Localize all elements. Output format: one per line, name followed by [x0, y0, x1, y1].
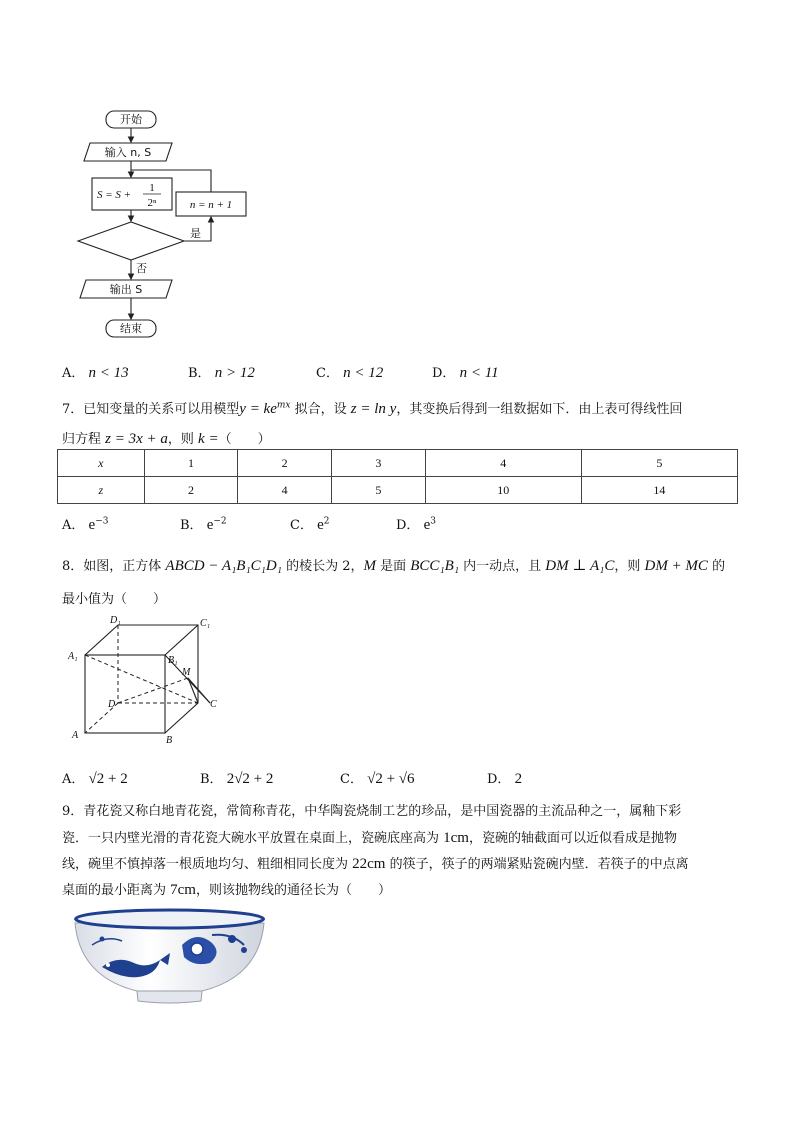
table-cell: 3	[332, 450, 426, 477]
q7-line-2: 归方程 z = 3x + a，则 k =（ ）	[62, 431, 271, 447]
q9-line-2: 瓷．一只内壁光滑的青花瓷大碗水平放置在桌面上，瓷碗底座高为 1cm，瓷碗的轴截面可以近似看成是抛物	[62, 830, 677, 846]
q8-line-2: 最小值为（ ）	[62, 592, 167, 607]
q7-option-c: C． $e^2$	[290, 516, 330, 533]
label-b: B	[166, 735, 173, 746]
input-label: 输入 n, S	[104, 146, 152, 159]
table-cell: 4	[425, 450, 581, 477]
q8-option-d: D． 2	[487, 771, 523, 787]
q6-option-c: C． n < 12	[316, 365, 384, 381]
flowchart	[70, 100, 260, 350]
cube-figure	[60, 615, 230, 750]
decision-diamond	[78, 222, 184, 260]
q7-line-1: 7．已知变量的关系可以用模型$y = ke^{mx}$ 拟合，设 z = ln y，其变换后得到一组数据如下．由上表可得线性回	[62, 400, 683, 417]
table-cell: 14	[581, 477, 737, 504]
q7-option-d: D． $e^3$	[396, 516, 436, 533]
increment-label: n = n + 1	[189, 199, 233, 211]
assign-den: 2ⁿ	[147, 197, 157, 209]
label-b1: B₁	[168, 655, 178, 666]
label-a1: A₁	[68, 651, 78, 662]
label-c: C	[210, 699, 217, 710]
q6-option-b: B． n > 12	[188, 365, 255, 381]
yes-label: 是	[190, 227, 201, 240]
q6-option-d: D． n < 11	[432, 365, 499, 381]
table-cell: 5	[332, 477, 426, 504]
table-cell: 2	[144, 477, 238, 504]
label-d: D	[108, 699, 116, 710]
label-a: A	[72, 730, 79, 741]
start-label: 开始	[120, 113, 142, 126]
label-m: M	[182, 667, 191, 678]
label-d1: D₁	[110, 615, 121, 626]
end-label: 结束	[120, 322, 142, 335]
table-row	[58, 450, 738, 477]
q7-option-a: A． $e^{-3}$	[62, 516, 109, 533]
label-c1: C₁	[200, 618, 211, 629]
porcelain-bowl-image	[72, 905, 267, 1005]
no-label: 否	[136, 262, 147, 275]
table-row	[58, 477, 738, 504]
q8-option-b: B． 2√2 + 2	[200, 771, 274, 787]
q9-line-1: 9．青花瓷又称白地青花瓷，常简称青花，中华陶瓷烧制工艺的珍品，是中国瓷器的主流品种之一，属釉下彩	[62, 804, 682, 819]
q7-data-table	[57, 449, 738, 504]
q7-option-b: B． $e^{-2}$	[180, 516, 227, 533]
q6-option-a: A． n < 13	[62, 365, 129, 381]
table-header-z: z	[58, 477, 145, 504]
table-cell: 4	[238, 477, 332, 504]
assign-lhs: S = S +	[97, 189, 132, 201]
table-header-x: x	[58, 450, 145, 477]
table-cell: 1	[144, 450, 238, 477]
table-cell: 2	[238, 450, 332, 477]
q9-line-4: 桌面的最小距离为 7cm，则该抛物线的通径长为（ ）	[62, 882, 391, 898]
assign-num: 1	[149, 182, 155, 194]
q8-option-c: C． √2 + √6	[340, 771, 415, 787]
table-cell: 10	[425, 477, 581, 504]
output-label: 输出 S	[109, 283, 143, 296]
q8-option-a: A． √2 + 2	[62, 771, 128, 787]
table-cell: 5	[581, 450, 737, 477]
q8-line-1: 8．如图，正方体 ABCD − A₁B₁C₁D₁ 的棱长为 2，M 是面 BCC₁B₁ 内一动点，且 DM ⊥ A₁C，则 DM + MC 的	[62, 558, 726, 574]
q9-line-3: 线，碗里不慎掉落一根质地均匀、粗细相同长度为 22cm 的筷子，筷子的两端紧贴瓷碗内壁．若筷子的中点离	[62, 856, 689, 872]
